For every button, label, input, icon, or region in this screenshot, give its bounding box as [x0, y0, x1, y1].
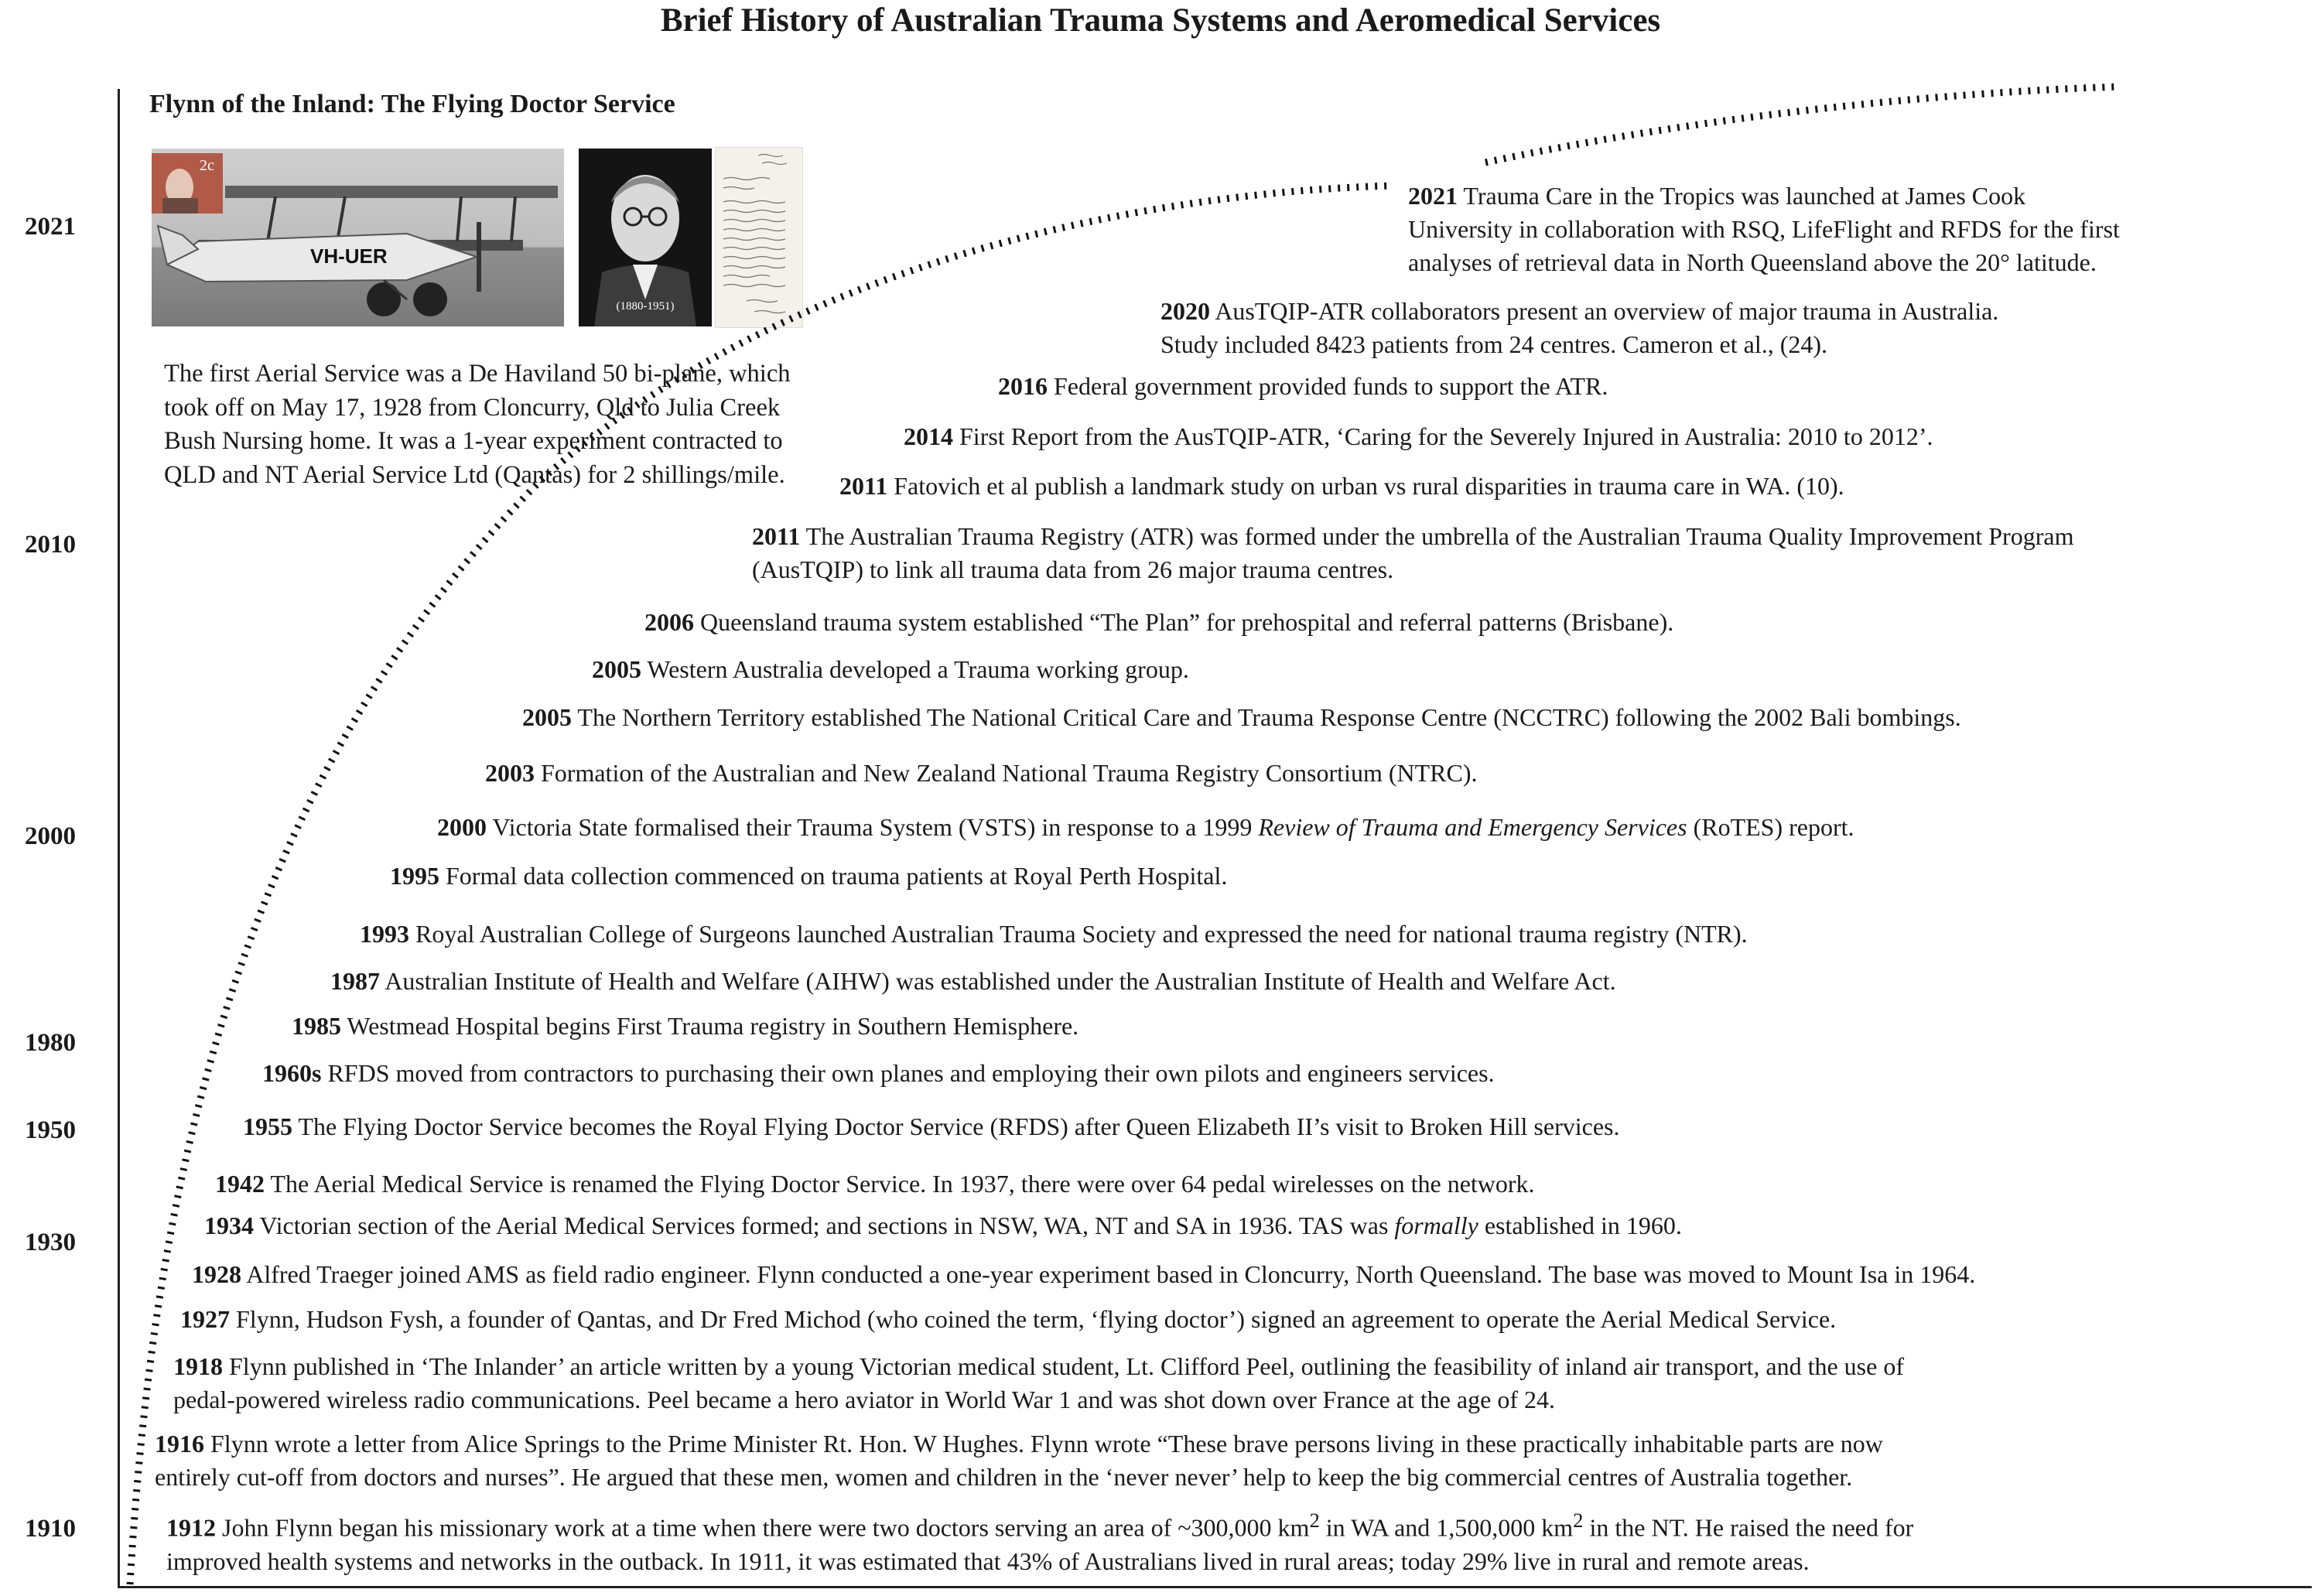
event-1916 — [155, 1427, 1883, 1494]
portrait-caption: (1880-1951) — [616, 300, 675, 313]
event-text: Australian Institute of Health and Welfare (AIHW) was established under the Australian Institute of Health and Welfare Act. — [385, 967, 1616, 995]
event-text: Victorian section of the Aerial Medical Services formed; and sections in NSW, WA, NT and SA in 1936. TAS was — [259, 1212, 1395, 1239]
event-year: 1960s — [262, 1059, 322, 1087]
plane-registration: VH-UER — [310, 244, 388, 268]
event-year: 1942 — [215, 1170, 265, 1198]
event-2000 — [437, 811, 1854, 844]
event-year: 2006 — [644, 608, 694, 636]
event-1927 — [180, 1303, 1836, 1336]
event-year: 1934 — [204, 1212, 254, 1239]
event-1912 — [166, 1504, 1913, 1578]
event-2014 — [904, 420, 1933, 453]
event-text: in WA and 1,500,000 km — [1319, 1513, 1574, 1542]
event-text: Fatovich et al publish a landmark study on urban vs rural disparities in trauma care in WA. (10). — [894, 472, 1844, 500]
figure-title: Brief History of Australian Trauma Systems and Aeromedical Services — [660, 2, 1661, 39]
event-year: 1916 — [155, 1430, 204, 1458]
event-emphasis: formally — [1394, 1212, 1478, 1239]
event-text: The Northern Territory established The National Critical Care and Trauma Response Centre (NCCTRC) following the 2002 Bali bombings. — [577, 703, 1961, 731]
area-unit-superscript: 2 — [1573, 1509, 1584, 1532]
event-text: Federal government provided funds to support the ATR. — [1054, 372, 1608, 400]
event-year: 2005 — [592, 655, 641, 683]
event-text: Study included 8423 patients from 24 centres. Cameron et al., (24). — [1160, 330, 1828, 358]
event-text: improved health systems and networks in the outback. In 1911, it was estimated that 43% of Australians lived in rural areas; today 29% live in rural and remote areas. — [166, 1546, 1810, 1575]
event-1995 — [390, 860, 1227, 893]
event-year: 1955 — [243, 1112, 292, 1140]
axis-year-1980: 1980 — [25, 1029, 76, 1057]
event-text: Western Australia developed a Trauma working group. — [647, 655, 1189, 683]
intro-paragraph: The first Aerial Service was a De Haviland 50 bi-plane, which took off on May 17, 1928 from Cloncurry, Qld to Julia Creek Bush Nursing home. It was a 1-year experiment contracted to QLD and NT Aerial Service Ltd (Qantas) for 2 shillings/mile. — [164, 360, 791, 489]
axis-year-2010: 2010 — [25, 531, 76, 559]
event-text: The Flying Doctor Service becomes the Royal Flying Doctor Service (RFDS) after Queen Elizabeth II’s visit to Broken Hill services. — [298, 1112, 1620, 1140]
event-year: 2000 — [437, 813, 487, 841]
event-year: 1993 — [360, 920, 409, 948]
event-1987 — [330, 965, 1616, 998]
event-1942 — [215, 1167, 1535, 1201]
event-text: (RoTES) report. — [1687, 813, 1854, 841]
event-2011-atr — [752, 520, 2073, 586]
event-1928 — [192, 1258, 1975, 1291]
event-year: 2021 — [1408, 182, 1458, 210]
event-year: 1985 — [292, 1012, 341, 1040]
event-2016 — [998, 370, 1608, 403]
event-text: The Aerial Medical Service is renamed the Flying Doctor Service. In 1937, there were over 64 pedal wirelesses on the network. — [270, 1170, 1535, 1198]
axis-year-1950: 1950 — [25, 1116, 76, 1144]
event-1985 — [292, 1010, 1078, 1043]
event-year: 2003 — [485, 759, 535, 787]
event-text: RFDS moved from contractors to purchasing their own planes and employing their own pilots and engineers services. — [327, 1059, 1495, 1087]
event-text: (AusTQIP) to link all trauma data from 26 major trauma centres. — [752, 555, 1394, 583]
event-2003 — [485, 757, 1477, 790]
event-text: Westmead Hospital begins First Trauma registry in Southern Hemisphere. — [347, 1012, 1079, 1040]
event-report-title: Review of Trauma and Emergency Services — [1258, 813, 1687, 841]
event-text: Queensland trauma system established “The Plan” for prehospital and referral patterns (Brisbane). — [700, 608, 1674, 636]
event-1960s — [262, 1057, 1495, 1090]
event-text: established in 1960. — [1478, 1212, 1682, 1239]
event-text: John Flynn began his missionary work at a time when there were two doctors serving an area of ~300,000 km — [222, 1513, 1310, 1542]
event-1934 — [204, 1209, 1682, 1242]
event-2020 — [1160, 295, 1998, 361]
event-text: Flynn wrote a letter from Alice Springs to the Prime Minister Rt. Hon. W Hughes. Flynn wrote “These brave persons living in these practically inhabitable parts are now — [210, 1430, 1883, 1458]
event-2011-fatovich — [839, 470, 1844, 503]
event-year: 2020 — [1160, 297, 1210, 325]
event-2021 — [1408, 179, 2120, 279]
event-year: 1918 — [173, 1352, 223, 1380]
event-year: 2011 — [752, 522, 801, 550]
event-text: Formation of the Australian and New Zealand National Trauma Registry Consortium (NTRC). — [541, 759, 1478, 787]
event-text: entirely cut-off from doctors and nurses”. He argued that these men, women and children in the ‘never never’ help to keep the big commercial centres of Australia together. — [155, 1463, 1853, 1491]
event-1918 — [173, 1350, 1904, 1417]
event-text: Royal Australian College of Surgeons launched Australian Trauma Society and expressed the need for national trauma registry (NTR). — [415, 920, 1748, 948]
area-unit-superscript: 2 — [1309, 1509, 1320, 1532]
event-text: AusTQIP-ATR collaborators present an overview of major trauma in Australia. — [1215, 297, 1999, 325]
event-1955 — [243, 1110, 1619, 1143]
event-year: 1987 — [330, 967, 380, 995]
event-year: 2016 — [998, 372, 1048, 400]
event-text: Formal data collection commenced on trauma patients at Royal Perth Hospital. — [446, 862, 1228, 890]
dotted-timeline-extension — [1485, 87, 2120, 162]
event-text: Flynn, Hudson Fysh, a founder of Qantas, and Dr Fred Michod (who coined the term, ‘flying doctor’) signed an agreement to operate the Aerial Medical Service. — [236, 1305, 1837, 1333]
event-text: in the NT. He raised the need for — [1583, 1513, 1914, 1542]
event-2006 — [644, 606, 1673, 639]
axis-year-1930: 1930 — [25, 1229, 76, 1256]
event-year: 1927 — [180, 1305, 230, 1333]
event-text: University in collaboration with RSQ, LifeFlight and RFDS for the first — [1408, 215, 2120, 243]
event-text: First Report from the AusTQIP-ATR, ‘Caring for the Severely Injured in Australia: 2010 to 2012’. — [959, 422, 1933, 450]
event-year: 2005 — [522, 703, 572, 731]
event-text: The Australian Trauma Registry (ATR) was formed under the umbrella of the Australian Trauma Quality Improvement Program — [805, 522, 2074, 550]
event-text: Victoria State formalised their Trauma System (VSTS) in response to a 1999 — [492, 813, 1259, 841]
event-text: pedal-powered wireless radio communications. Peel became a hero aviator in World War 1 and was shot down over France at the age of 24. — [173, 1386, 1555, 1413]
event-2005-nt — [522, 701, 1961, 734]
event-year: 1995 — [390, 862, 439, 890]
stamp-value: 2c — [200, 157, 214, 174]
event-1993 — [360, 918, 1748, 951]
axis-year-2000: 2000 — [25, 822, 76, 850]
event-text: Flynn published in ‘The Inlander’ an article written by a young Victorian medical student, Lt. Clifford Peel, outlining the feasibility of inland air transport, and the use of — [229, 1352, 1904, 1380]
event-text: Trauma Care in the Tropics was launched at James Cook — [1463, 182, 2026, 210]
event-text: Alfred Traeger joined AMS as field radio engineer. Flynn conducted a one-year experiment based in Cloncurry, North Queensland. The base was moved to Mount Isa in 1964. — [246, 1260, 1976, 1288]
event-year: 1928 — [192, 1260, 241, 1288]
event-year: 1912 — [166, 1513, 216, 1542]
axis-year-2021: 2021 — [25, 213, 76, 241]
event-year: 2014 — [904, 422, 953, 450]
event-year: 2011 — [839, 472, 888, 500]
axis-year-1910: 1910 — [25, 1515, 76, 1543]
panel-title: Flynn of the Inland: The Flying Doctor Service — [149, 90, 675, 118]
event-2005-wa — [592, 653, 1189, 686]
event-text: analyses of retrieval data in North Queensland above the 20° latitude. — [1408, 248, 2097, 276]
